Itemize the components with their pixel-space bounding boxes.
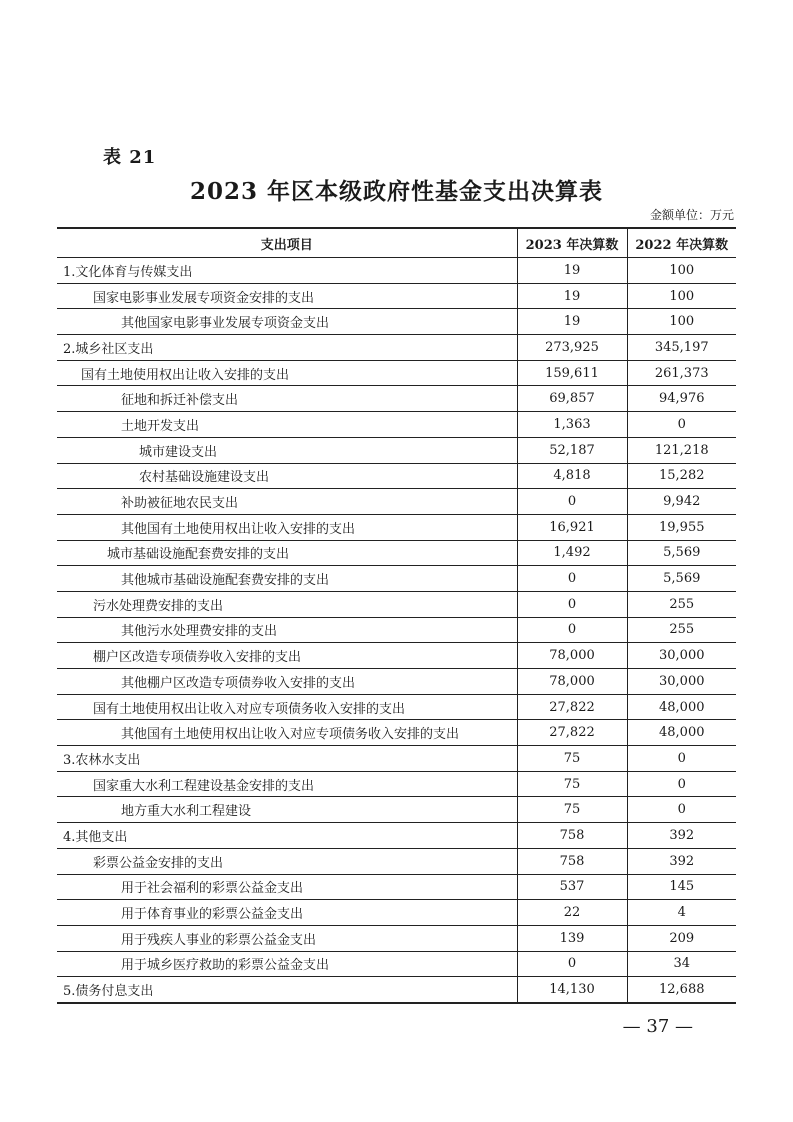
table-row (57, 900, 736, 926)
page-number: — 37 — (622, 1016, 693, 1037)
row-item-label: 棚户区改造专项债券收入安排的支出 (57, 643, 517, 669)
row-item-label: 污水处理费安排的支出 (57, 591, 517, 617)
table-row (57, 720, 736, 746)
table-row (57, 669, 736, 695)
row-value-2023: 0 (517, 617, 627, 643)
row-value-2023: 0 (517, 951, 627, 977)
row-item-label: 征地和拆迁补偿支出 (57, 386, 517, 412)
table-row (57, 489, 736, 515)
row-item-label: 用于城乡医疗救助的彩票公益金支出 (57, 951, 517, 977)
row-value-2022: 255 (627, 591, 736, 617)
row-value-2022: 0 (627, 771, 736, 797)
row-item-label: 用于社会福利的彩票公益金支出 (57, 874, 517, 900)
row-value-2022: 100 (627, 309, 736, 335)
row-item-label: 彩票公益金安排的支出 (57, 848, 517, 874)
row-value-2022: 5,569 (627, 540, 736, 566)
row-value-2022: 100 (627, 283, 736, 309)
row-item-label: 补助被征地农民支出 (57, 489, 517, 515)
table-row (57, 437, 736, 463)
table-row (57, 874, 736, 900)
row-item-label: 4.其他支出 (57, 823, 517, 849)
table-row (57, 977, 736, 1003)
row-value-2023: 19 (517, 309, 627, 335)
row-item-label: 农村基础设施建设支出 (57, 463, 517, 489)
table-row (57, 823, 736, 849)
row-value-2022: 100 (627, 258, 736, 284)
row-value-2022: 4 (627, 900, 736, 926)
row-value-2023: 78,000 (517, 669, 627, 695)
row-value-2023: 14,130 (517, 977, 627, 1003)
column-header-2022: 2022 年决算数 (627, 228, 736, 258)
row-value-2023: 75 (517, 797, 627, 823)
table-row (57, 925, 736, 951)
row-value-2022: 255 (627, 617, 736, 643)
row-value-2022: 345,197 (627, 335, 736, 361)
row-value-2022: 12,688 (627, 977, 736, 1003)
row-value-2023: 537 (517, 874, 627, 900)
row-item-label: 其他国有土地使用权出让收入安排的支出 (57, 514, 517, 540)
table-row (57, 797, 736, 823)
table-row (57, 258, 736, 284)
table-row (57, 951, 736, 977)
row-item-label: 其他国家电影事业发展专项资金支出 (57, 309, 517, 335)
row-value-2023: 0 (517, 489, 627, 515)
row-item-label: 5.债务付息支出 (57, 977, 517, 1003)
row-value-2023: 52,187 (517, 437, 627, 463)
page-title: 2023 年区本级政府性基金支出决算表 (189, 178, 604, 205)
row-item-label: 国家重大水利工程建设基金安排的支出 (57, 771, 517, 797)
row-item-label: 国有土地使用权出让收入对应专项债务收入安排的支出 (57, 694, 517, 720)
table-row (57, 283, 736, 309)
column-header-item: 支出项目 (57, 228, 517, 258)
row-item-label: 地方重大水利工程建设 (57, 797, 517, 823)
row-value-2022: 209 (627, 925, 736, 951)
row-value-2022: 15,282 (627, 463, 736, 489)
row-item-label: 2.城乡社区支出 (57, 335, 517, 361)
expenditure-table (57, 227, 736, 1004)
table-row (57, 694, 736, 720)
table-row (57, 309, 736, 335)
table-row (57, 360, 736, 386)
row-value-2023: 0 (517, 566, 627, 592)
row-value-2023: 75 (517, 746, 627, 772)
row-value-2022: 0 (627, 797, 736, 823)
row-item-label: 1.文化体育与传媒支出 (57, 258, 517, 284)
row-value-2023: 1,492 (517, 540, 627, 566)
row-value-2023: 758 (517, 848, 627, 874)
row-value-2023: 27,822 (517, 720, 627, 746)
row-value-2022: 34 (627, 951, 736, 977)
row-item-label: 土地开发支出 (57, 412, 517, 438)
row-item-label: 其他城市基础设施配套费安排的支出 (57, 566, 517, 592)
row-item-label: 用于体育事业的彩票公益金支出 (57, 900, 517, 926)
row-item-label: 3.农林水支出 (57, 746, 517, 772)
row-item-label: 国有土地使用权出让收入安排的支出 (57, 360, 517, 386)
table-body (57, 258, 736, 1003)
row-value-2023: 139 (517, 925, 627, 951)
table-row (57, 463, 736, 489)
table-row (57, 540, 736, 566)
row-value-2022: 30,000 (627, 643, 736, 669)
row-value-2023: 16,921 (517, 514, 627, 540)
row-value-2022: 261,373 (627, 360, 736, 386)
row-value-2023: 75 (517, 771, 627, 797)
row-value-2023: 27,822 (517, 694, 627, 720)
table-label: 表 21 (103, 147, 157, 168)
row-value-2022: 145 (627, 874, 736, 900)
row-value-2022: 5,569 (627, 566, 736, 592)
row-item-label: 城市建设支出 (57, 437, 517, 463)
row-value-2023: 159,611 (517, 360, 627, 386)
row-value-2022: 30,000 (627, 669, 736, 695)
row-value-2022: 48,000 (627, 694, 736, 720)
table-row (57, 514, 736, 540)
row-value-2023: 19 (517, 258, 627, 284)
row-value-2022: 48,000 (627, 720, 736, 746)
row-value-2023: 273,925 (517, 335, 627, 361)
table-row (57, 591, 736, 617)
row-value-2022: 392 (627, 848, 736, 874)
column-header-2023: 2023 年决算数 (517, 228, 627, 258)
row-value-2023: 69,857 (517, 386, 627, 412)
row-value-2022: 121,218 (627, 437, 736, 463)
row-item-label: 其他棚户区改造专项债券收入安排的支出 (57, 669, 517, 695)
table-row (57, 771, 736, 797)
table-row (57, 643, 736, 669)
row-value-2023: 1,363 (517, 412, 627, 438)
row-item-label: 国家电影事业发展专项资金安排的支出 (57, 283, 517, 309)
table-row (57, 848, 736, 874)
row-value-2023: 758 (517, 823, 627, 849)
row-item-label: 其他国有土地使用权出让收入对应专项债务收入安排的支出 (57, 720, 517, 746)
table-row (57, 386, 736, 412)
row-value-2023: 78,000 (517, 643, 627, 669)
row-value-2022: 392 (627, 823, 736, 849)
row-item-label: 用于残疾人事业的彩票公益金支出 (57, 925, 517, 951)
table-row (57, 617, 736, 643)
table-header-row (57, 228, 736, 258)
table-row (57, 566, 736, 592)
table-row (57, 412, 736, 438)
row-value-2023: 0 (517, 591, 627, 617)
unit-note: 金额单位：万元 (649, 208, 734, 222)
row-value-2022: 0 (627, 412, 736, 438)
row-value-2022: 94,976 (627, 386, 736, 412)
row-value-2022: 0 (627, 746, 736, 772)
row-item-label: 其他污水处理费安排的支出 (57, 617, 517, 643)
row-value-2022: 9,942 (627, 489, 736, 515)
row-item-label: 城市基础设施配套费安排的支出 (57, 540, 517, 566)
table-row (57, 746, 736, 772)
row-value-2022: 19,955 (627, 514, 736, 540)
row-value-2023: 22 (517, 900, 627, 926)
table-row (57, 335, 736, 361)
row-value-2023: 4,818 (517, 463, 627, 489)
row-value-2023: 19 (517, 283, 627, 309)
